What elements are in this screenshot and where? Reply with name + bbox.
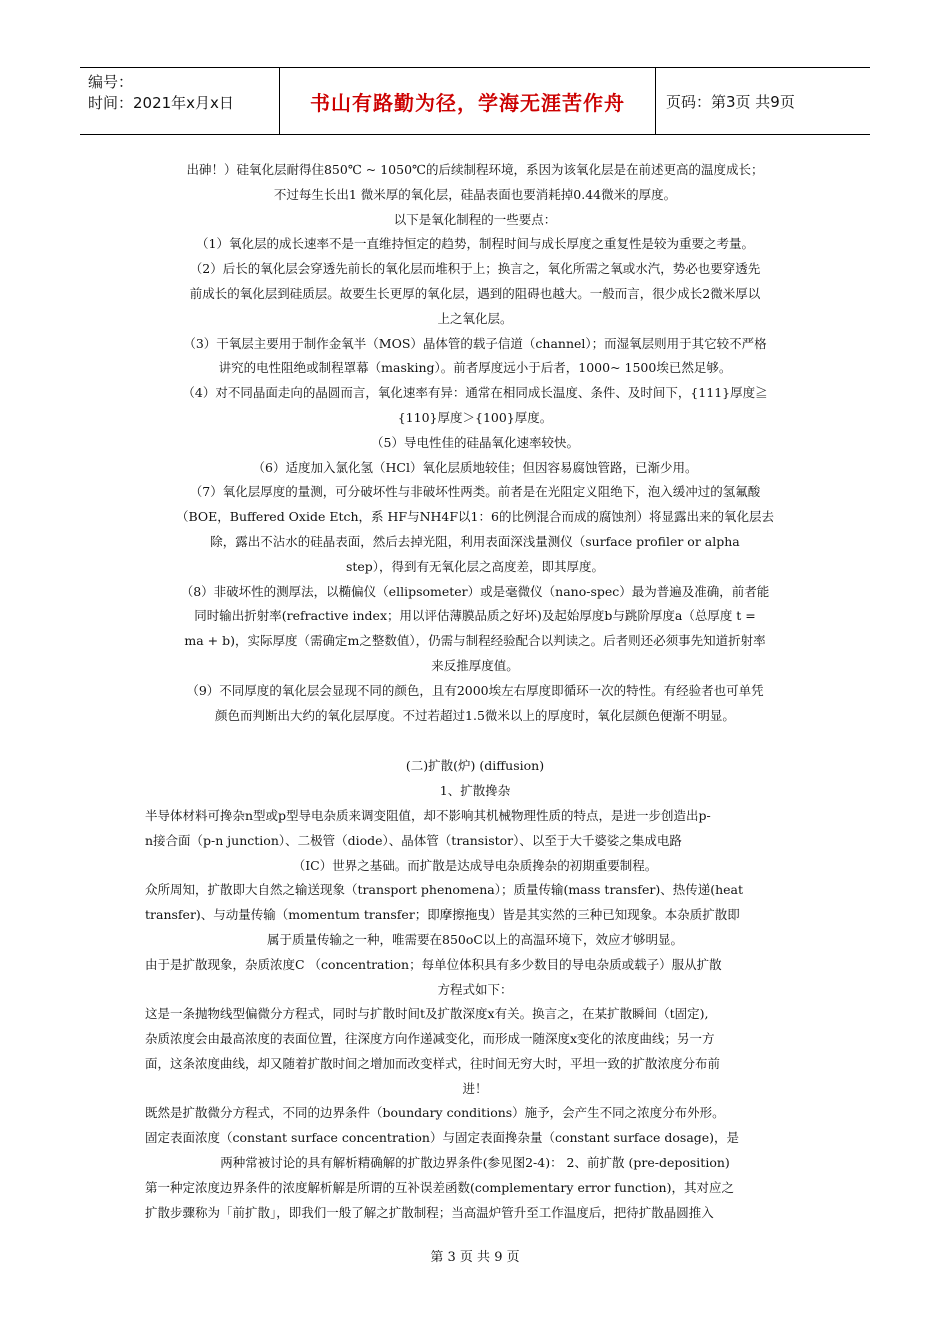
body-line: (二)扩散(炉) (diffusion) (405, 758, 545, 774)
body-line: {110}厚度＞{100}厚度。 (397, 409, 553, 425)
body-line: （9）不同厚度的氧化层会显现不同的颜色，且有2000埃左右厚度即循环一次的特性。有经验者也可单凭 (186, 682, 764, 698)
body-line: 1、扩散搀杂 (439, 783, 511, 799)
body-line: 颜色而判断出大约的氧化层厚度。不过若超过1.5微米以上的厚度时，氧化层颜色便渐不明显。 (215, 707, 735, 723)
body-line: 既然是扩散微分方程式，不同的边界条件（boundary conditions）施予，会产生不同之浓度分布外形。 (145, 1105, 725, 1121)
body-line: （6）适度加入氯化氢（HCl）氧化层质地较佳；但因容易腐蚀管路，已渐少用。 (252, 459, 698, 475)
header-meta (80, 68, 280, 134)
body-line: 属于质量传输之一种，唯需要在850oC以上的高温环境下，效应才够明显。 (267, 931, 683, 947)
body-line: 出砷！）硅氧化层耐得住850℃ ~ 1050℃的后续制程环境，系因为该氧化层是在前述更高的温度成长； (186, 162, 764, 177)
body-line: 进！ (462, 1080, 488, 1096)
document-date: 时间：2021年x月x日 (88, 94, 234, 112)
header-page-number: 页码：第3页 共9页 (666, 92, 795, 111)
document-body (145, 158, 805, 1225)
body-line: ma + b)，实际厚度（需确定m之整数值），仍需与制程经验配合以判读之。后者则还必须事先知道折射率 (184, 633, 766, 649)
body-line: （BOE，Buffered Oxide Etch，系 HF与NH4F以1：6的比例混合而成的腐蚀剂）将显露出来的氧化层去 (176, 509, 774, 525)
body-line: 众所周知，扩散即大自然之输送现象（transport phenomena）；质量传输(mass transfer)、热传递(heat (145, 882, 744, 898)
body-line: 半导体材料可搀杂n型或p型导电杂质来调变阻值，却不影响其机械物理性质的特点，是进一步创造出p- (145, 807, 711, 823)
body-line: 以下是氧化制程的一些要点： (393, 211, 557, 227)
body-line: （8）非破坏性的测厚法，以椭偏仪（ellipsometer）或是毫微仪（nano-spec）最为普遍及准确，前者能 (180, 583, 770, 599)
body-line: 方程式如下： (437, 981, 513, 997)
body-line: 不过每生长出1 微米厚的氧化层，硅晶表面也要消耗掉0.44微米的厚度。 (273, 186, 677, 202)
body-line: 面，这条浓度曲线，却又随着扩散时间之增加而改变样式，往时间无穷大时，平坦一致的扩散浓度分布前 (145, 1055, 721, 1071)
body-line: step），得到有无氧化层之高度差，即其厚度。 (345, 558, 605, 574)
body-line: （7）氧化层厚度的量测，可分破坏性与非破坏性两类。前者是在光阻定义阻绝下，泡入缓冲过的氢氟酸 (189, 484, 761, 500)
body-line: （5）导电性佳的硅晶氧化速率较快。 (371, 434, 579, 450)
body-line: n接合面（p-n junction）、二极管（diode）、晶体管（transistor）、以至于大千婆娑之集成电路 (145, 832, 682, 848)
body-line: （2）后长的氧化层会穿透先前长的氧化层而堆积于上；换言之，氧化所需之氧或水汽，势必也要穿透先 (189, 261, 761, 277)
body-line: 前成长的氧化层到硅质层。故要生长更厚的氧化层，遇到的阻碍也越大。一般而言，很少成长2微米厚以 (189, 285, 761, 301)
body-line: 讲究的电性阻绝或制程罩幕（masking）。前者厚度远小于后者，1000~ 1500埃已然足够。 (218, 360, 732, 376)
body-line: 这是一条抛物线型偏微分方程式，同时与扩散时间t及扩散深度x有关。换言之，在某扩散瞬间（t固定), (145, 1006, 709, 1022)
document-number: 编号： (88, 73, 134, 91)
header-motto: 书山有路勤为径，学海无涯苦作舟 (280, 68, 656, 134)
body-line: 同时输出折射率(refractive index；用以评估薄膜品质之好坏)及起始厚度b与跳阶厚度a（总厚度 t = (194, 608, 756, 624)
body-line: 固定表面浓度（constant surface concentration）与固定表面搀杂量（constant surface dosage)，是 (145, 1130, 740, 1146)
body-line: 来反推厚度值。 (431, 657, 519, 673)
body-line: 由于是扩散现象，杂质浓度C （concentration；每单位体积具有多少数目的导电杂质或载子）服从扩散 (145, 956, 722, 972)
page-footer: 第 3 页 共 9 页 (430, 1250, 520, 1265)
body-line: 杂质浓度会由最高浓度的表面位置，往深度方向作递减变化，而形成一随深度x变化的浓度曲线；另一方 (145, 1031, 715, 1047)
body-line: transfer)、与动量传输（momentum transfer；即摩擦拖曳）皆是其实然的三种已知现象。本杂质扩散即 (145, 907, 740, 923)
body-line: （3）干氧层主要用于制作金氧半（MOS）晶体管的载子信道（channel）；而湿氧层则用于其它较不严格 (183, 335, 767, 351)
body-line: （IC）世界之基础。而扩散是达成导电杂质搀杂的初期重要制程。 (292, 857, 658, 873)
body-line: 除，露出不沾水的硅晶表面，然后去掉光阻，利用表面深浅量测仪（surface profiler or alpha (210, 533, 740, 549)
body-line: 两种常被讨论的具有解析精确解的扩散边界条件(参见图2-4)： 2、前扩散 (pre-deposition) (220, 1155, 730, 1171)
paragraph-gap (145, 728, 805, 754)
body-line: 第一种定浓度边界条件的浓度解析解是所谓的互补误差函数(complementary error function)，其对应之 (145, 1179, 734, 1195)
page-header (80, 67, 870, 135)
body-line: （4）对不同晶面走向的晶圆而言，氧化速率有异：通常在相同成长温度、条件、及时间下，{111}厚度≧ (182, 385, 768, 401)
body-line: 上之氧化层。 (437, 310, 513, 326)
body-line: （1）氧化层的成长速率不是一直维持恒定的趋势，制程时间与成长厚度之重复性是较为重要之考量。 (196, 236, 754, 252)
body-line: 扩散步骤称为「前扩散」，即我们一般了解之扩散制程；当高温炉管升至工作温度后，把待扩散晶圆推入 (145, 1204, 714, 1220)
